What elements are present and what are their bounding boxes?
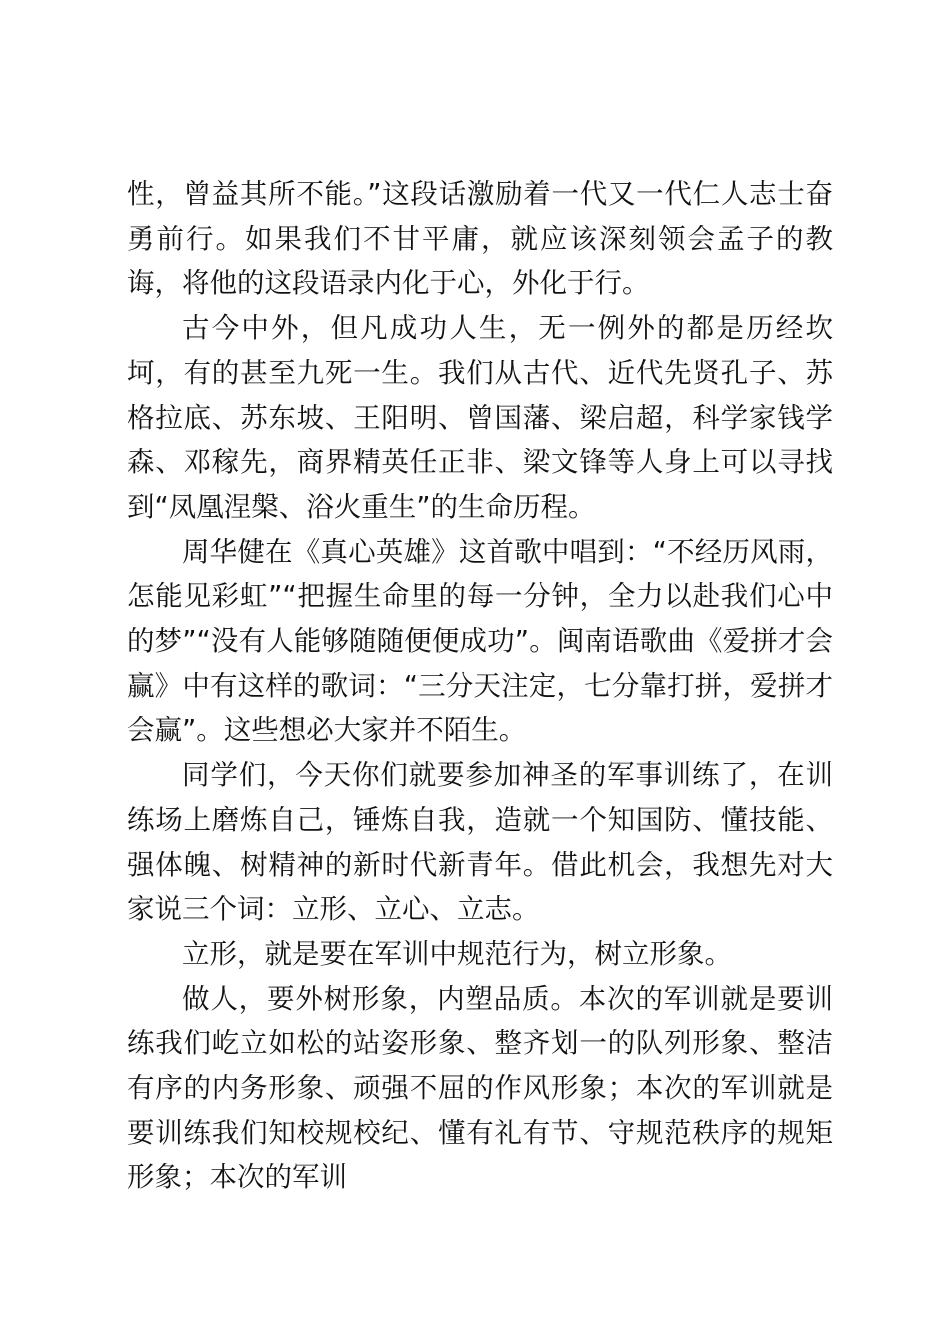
paragraph-4: 同学们，今天你们就要参加神圣的军事训练了，在训练场上磨炼自己，锤炼自我，造就一个知国防、懂技能、强体魄、树精神的新时代新青年。借此机会，我想先对大家说三个词：立形、立心、立志。 xyxy=(127,759,833,926)
paragraph-1: 性，曾益其所不能。”这段话激励着一代又一代仁人志士奋勇前行。如果我们不甘平庸，就应该深刻领会孟子的教诲，将他的这段语录内化于心，外化于行。 xyxy=(127,178,833,300)
paragraph-2: 古今中外，但凡成功人生，无一例外的都是历经坎坷，有的甚至九死一生。我们从古代、近代先贤孔子、苏格拉底、苏东坡、王阳明、曾国藩、梁启超，科学家钱学森、邓稼先，商界精英任正非、梁文锋等人身上可以寻找到“凤凰涅槃、浴火重生”的生命历程。 xyxy=(127,312,833,523)
paragraph-5: 立形，就是要在军训中规范行为，树立形象。 xyxy=(182,937,732,970)
paragraph-6: 做人，要外树形象，内塑品质。本次的军训就是要训练我们屹立如松的站姿形象、整齐划一的队列形象、整洁有序的内务形象、顽强不屈的作风形象；本次的军训就是要训练我们知校规校纪、懂有礼有节、守规范秩序的规矩形象；本次的军训 xyxy=(127,982,833,1194)
document-body xyxy=(127,172,833,1200)
paragraph-3: 周华健在《真心英雄》这首歌中唱到：“不经历风雨，怎能见彩虹”“把握生命里的每一分钟，全力以赴我们心中的梦”“没有人能够随随便便成功”。闽南语歌曲《爱拼才会赢》中有这样的歌词：“三分天注定，七分靠打拼，爱拼才会赢”。这些想必大家并不陌生。 xyxy=(127,535,833,747)
